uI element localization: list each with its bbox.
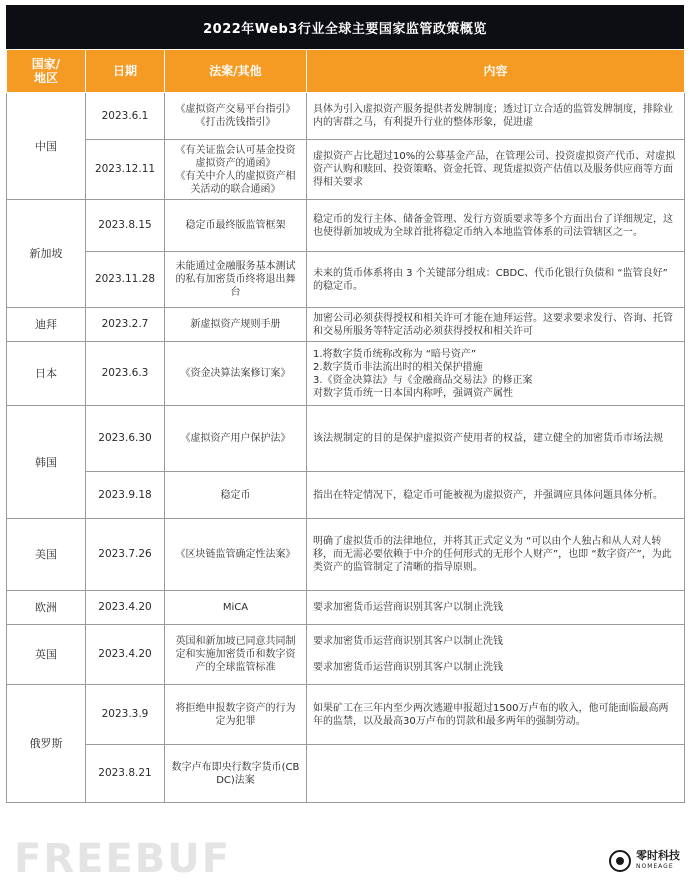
law-cell: MiCA (165, 591, 307, 625)
law-cell: 英国和新加坡已同意共同制定和实施加密货币和数字资产的全球监管标准 (165, 625, 307, 685)
region-cell: 欧洲 (7, 591, 86, 625)
date-cell: 2023.11.28 (86, 252, 165, 308)
brand-icon (609, 850, 631, 872)
brand-text (636, 850, 680, 872)
policy-table (6, 49, 685, 803)
header-region: 国家/ 地区 (7, 50, 86, 93)
law-cell: 《资金决算法案修订案》 (165, 342, 307, 406)
region-cell: 中国 (7, 93, 86, 200)
content-cell: 虚拟资产占比超过10%的公募基金产品，在管理公司、投资虚拟资产代币、对虚拟资产认购和赎回、投资策略、资金托管、现货虚拟资产估值以及服务供应商等方面得相关要求 (307, 140, 685, 200)
content-cell: 具体为引入虚拟资产服务提供者发牌制度；透过订立合适的监管发牌制度，排除业内的害群之马，有利提升行业的整体形象，促进虚 (307, 93, 685, 140)
region-cell: 日本 (7, 342, 86, 406)
content-cell: 指出在特定情况下，稳定币可能被视为虚拟资产，并强调应具体问题具体分析。 (307, 472, 685, 519)
region-cell: 英国 (7, 625, 86, 685)
content-cell: 要求加密货币运营商识别其客户以制止洗钱 (307, 591, 685, 625)
table-row (7, 745, 685, 803)
law-cell: 稳定币 (165, 472, 307, 519)
date-cell: 2023.2.7 (86, 308, 165, 342)
date-cell: 2023.7.26 (86, 519, 165, 591)
law-cell: 数字卢布即央行数字货币(CBDC)法案 (165, 745, 307, 803)
table-row (7, 685, 685, 745)
content-cell: 该法规制定的目的是保护虚拟资产使用者的权益，建立健全的加密货币市场法规 (307, 406, 685, 472)
region-cell: 迪拜 (7, 308, 86, 342)
table-row (7, 93, 685, 140)
watermark-logo: FREEBUF (14, 836, 232, 882)
region-cell: 韩国 (7, 406, 86, 519)
content-cell: 加密公司必须获得授权和相关许可才能在迪拜运营。这要求要求发行、咨询、托管和交易所服务等特定活动必须获得授权和相关许可 (307, 308, 685, 342)
date-cell: 2023.3.9 (86, 685, 165, 745)
header-law: 法案/其他 (165, 50, 307, 93)
table-row (7, 200, 685, 252)
content-cell: 如果矿工在三年内至少两次逃避申报超过1500万卢布的收入，他可能面临最高两年的监禁，以及最高30万卢布的罚款和最多两年的强制劳动。 (307, 685, 685, 745)
brand-subtitle: NOMEAGE (636, 863, 674, 870)
law-cell: 新虚拟资产规则手册 (165, 308, 307, 342)
region-cell: 新加坡 (7, 200, 86, 308)
content-cell: 稳定币的发行主体、储备金管理、发行方资质要求等多个方面出台了详细规定，这也使得新加坡成为全球首批将稳定币纳入本地监管体系的司法管辖区之一。 (307, 200, 685, 252)
region-cell: 俄罗斯 (7, 685, 86, 803)
brand-logo (609, 850, 680, 872)
date-cell: 2023.8.21 (86, 745, 165, 803)
content-cell: 要求加密货币运营商识别其客户以制止洗钱 要求加密货币运营商识别其客户以制止洗钱 (307, 625, 685, 685)
law-cell: 未能通过金融服务基本测试的私有加密货币终将退出舞台 (165, 252, 307, 308)
table-row (7, 591, 685, 625)
date-cell: 2023.12.11 (86, 140, 165, 200)
law-cell: 稳定币最终版监管框架 (165, 200, 307, 252)
date-cell: 2023.6.1 (86, 93, 165, 140)
table-row (7, 140, 685, 200)
law-cell: 将拒绝申报数字资产的行为定为犯罪 (165, 685, 307, 745)
date-cell: 2023.4.20 (86, 591, 165, 625)
table-row (7, 472, 685, 519)
header-date: 日期 (86, 50, 165, 93)
content-cell: 未来的货币体系将由 3 个关键部分组成：CBDC、代币化银行负债和 “监管良好” 的稳定币。 (307, 252, 685, 308)
date-cell: 2023.8.15 (86, 200, 165, 252)
page-title: 2022年Web3行业全球主要国家监管政策概览 (6, 5, 684, 49)
date-cell: 2023.6.3 (86, 342, 165, 406)
law-cell: 《有关证监会认可基金投资虚拟资产的通函》 《有关中介人的虚拟资产相关活动的联合通函》 (165, 140, 307, 200)
table-row (7, 252, 685, 308)
law-cell: 《区块链监管确定性法案》 (165, 519, 307, 591)
table-row (7, 406, 685, 472)
header-content: 内容 (307, 50, 685, 93)
table-body (7, 93, 685, 803)
table-row (7, 519, 685, 591)
table-row (7, 625, 685, 685)
brand-name: 零时科技 (636, 849, 680, 862)
content-cell: 1.将数字货币统称改称为 “暗号资产” 2.数字货币非法流出时的相关保护措施 3.《资金决算法》与《金融商品交易法》的修正案 对数字货币统一日本国内称呼，强调资产属性 (307, 342, 685, 406)
table-row (7, 342, 685, 406)
table-header-row (7, 50, 685, 93)
date-cell: 2023.6.30 (86, 406, 165, 472)
content-cell: 明确了虚拟货币的法律地位，并将其正式定义为 “可以由个人独占和从人对人转移，而无需必要依赖于中介的任何形式的无形个人财产”，也即 “数字资产”，为此类资产的监管制定了清晰的指导原则。 (307, 519, 685, 591)
region-cell: 美国 (7, 519, 86, 591)
law-cell: 《虚拟资产交易平台指引》 《打击洗钱指引》 (165, 93, 307, 140)
date-cell: 2023.9.18 (86, 472, 165, 519)
date-cell: 2023.4.20 (86, 625, 165, 685)
content-cell (307, 745, 685, 803)
law-cell: 《虚拟资产用户保护法》 (165, 406, 307, 472)
table-row (7, 308, 685, 342)
